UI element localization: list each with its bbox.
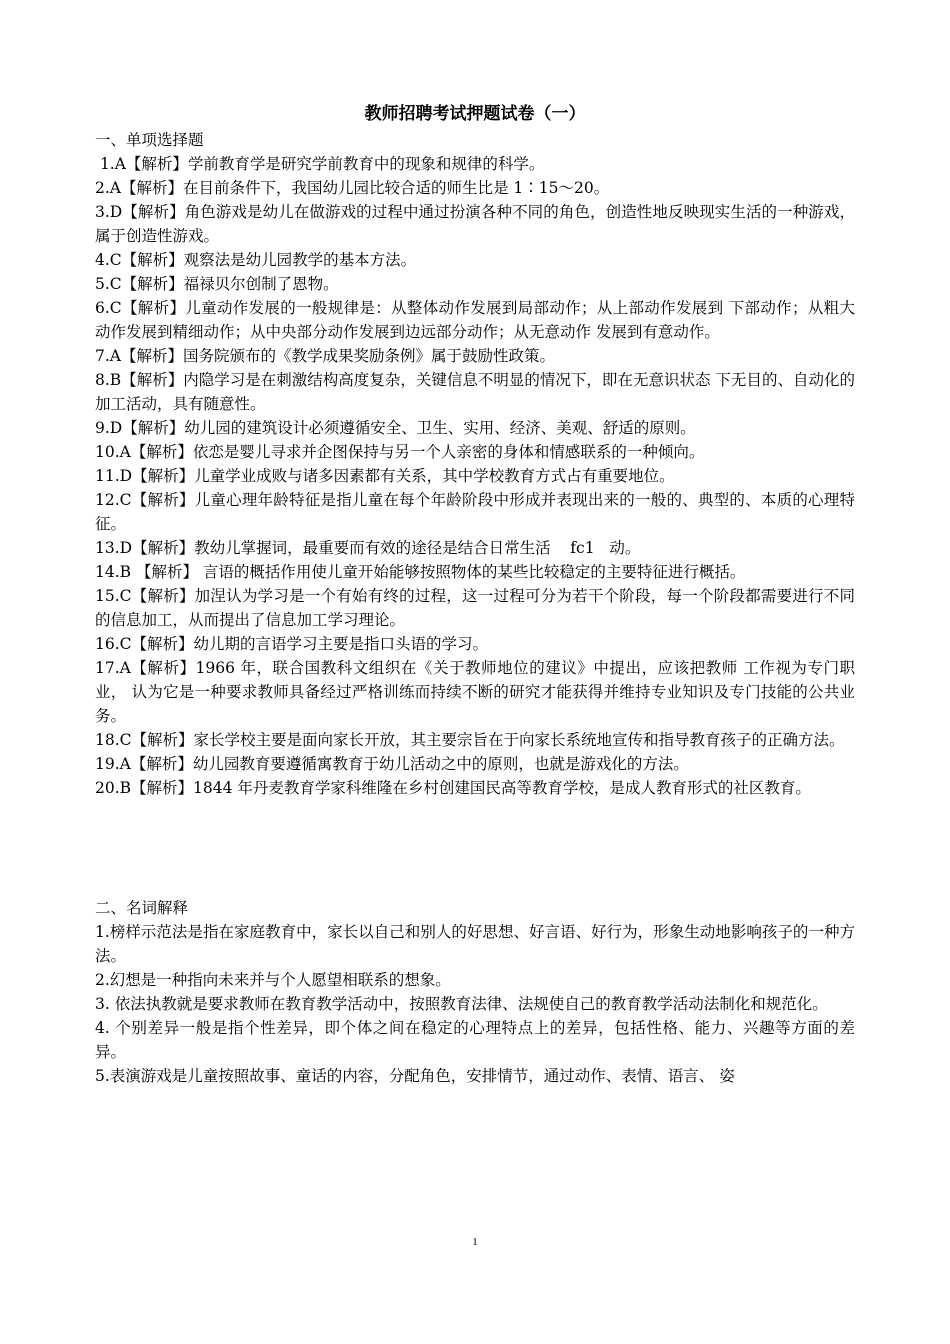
term-item: 1.榜样示范法是指在家庭教育中，家长以自己和别人的好思想、好言语、好行为，形象生动地影响孩子的一种方法。 <box>95 923 855 965</box>
answer-item: 20.B【解析】1844 年丹麦教育学家科维隆在乡村创建国民高等教育学校，是成人教育形式的社区教育。 <box>95 779 811 797</box>
answer-item: 8.B【解析】内隐学习是在刺激结构高度复杂，关键信息不明显的情况下，即在无意识状态 下无目的、自动化的加工活动，具有随意性。 <box>95 371 855 413</box>
document-title: 教师招聘考试押题试卷（一） <box>364 104 586 124</box>
answer-item: 12.C【解析】儿童心理年龄特征是指儿童在每个年龄阶段中形成并表现出来的一般的、典型的、本质的心理特征。 <box>95 491 855 533</box>
answer-item: 2.A【解析】在目前条件下，我国幼儿园比较合适的师生比是 1∶15～20。 <box>95 179 610 197</box>
term-item: 5.表演游戏是儿童按照故事、童话的内容，分配角色，安排情节，通过动作、表情、语言、 姿 <box>95 1067 735 1085</box>
document-page <box>95 100 855 1088</box>
section-heading-single-choice: 一、单项选择题 <box>95 131 204 149</box>
blank-gap <box>95 800 855 896</box>
answer-list-single-choice <box>95 152 855 800</box>
answer-item: 15.C【解析】加涅认为学习是一个有始有终的过程，这一过程可分为若干个阶段，每一个阶段都需要进行不同的信息加工，从而提出了信息加工学习理论。 <box>95 587 855 629</box>
answer-item: 7.A【解析】国务院颁布的《教学成果奖励条例》属于鼓励性政策。 <box>95 347 555 365</box>
answer-item: 11.D【解析】儿童学业成败与诸多因素都有关系，其中学校教育方式占有重要地位。 <box>95 467 675 485</box>
answer-item: 19.A【解析】幼儿园教育要遵循寓教育于幼儿活动之中的原则，也就是游戏化的方法。 <box>95 755 689 773</box>
section-single-choice <box>95 128 855 800</box>
answer-item: 18.C【解析】家长学校主要是面向家长开放，其主要宗旨在于向家长系统地宣传和指导教育孩子的正确方法。 <box>95 731 845 749</box>
section-term-explanation <box>95 896 855 1088</box>
section-heading-term-explanation: 二、名词解释 <box>95 899 189 917</box>
answer-item: 5.C【解析】福禄贝尔创制了恩物。 <box>95 275 339 293</box>
answer-item: 16.C【解析】幼儿期的言语学习主要是指口头语的学习。 <box>95 635 489 653</box>
answer-item: 9.D【解析】幼儿园的建筑设计必须遵循安全、卫生、实用、经济、美观、舒适的原则。 <box>95 419 696 437</box>
answer-item: 6.C【解析】儿童动作发展的一般规律是：从整体动作发展到局部动作；从上部动作发展到 下部动作；从粗大动作发展到精细动作；从中央部分动作发展到边远部分动作；从无意动作 发展到有意动作。 <box>95 299 855 341</box>
answer-item: 3.D【解析】角色游戏是幼儿在做游戏的过程中通过扮演各种不同的角色，创造性地反映现实生活的一种游戏，属于创造性游戏。 <box>95 203 855 245</box>
term-item: 4. 个别差异一般是指个性差异，即个体之间在稳定的心理特点上的差异，包括性格、能力、兴趣等方面的差异。 <box>95 1019 855 1061</box>
term-item: 3. 依法执教就是要求教师在教育教学活动中，按照教育法律、法规使自己的教育教学活动法制化和规范化。 <box>95 995 828 1013</box>
answer-list-term-explanation <box>95 920 855 1088</box>
answer-item: 4.C【解析】观察法是幼儿园教学的基本方法。 <box>95 251 417 269</box>
answer-item: 10.A【解析】依恋是婴儿寻求并企图保持与另一个人亲密的身体和情感联系的一种倾向。 <box>95 443 705 461</box>
answer-item: 13.D【解析】教幼儿掌握词，最重要而有效的途径是结合日常生活 fc1 动。 <box>95 539 641 557</box>
page-number: 1 <box>472 1236 478 1248</box>
answer-item: 14.B 【解析】 言语的概括作用使儿童开始能够按照物体的某些比较稳定的主要特征进行概括。 <box>95 563 746 581</box>
term-item: 2.幻想是一种指向未来并与个人愿望相联系的想象。 <box>95 971 451 989</box>
answer-item: 1.A【解析】学前教育学是研究学前教育中的现象和规律的科学。 <box>95 155 545 173</box>
answer-item: 17.A【解析】1966 年，联合国教科文组织在《关于教师地位的建议》中提出，应该把教师 工作视为专门职业， 认为它是一种要求教师具备经过严格训练而持续不断的研究才能获得并维持专业知识及专门技能的公共业务。 <box>95 659 855 725</box>
